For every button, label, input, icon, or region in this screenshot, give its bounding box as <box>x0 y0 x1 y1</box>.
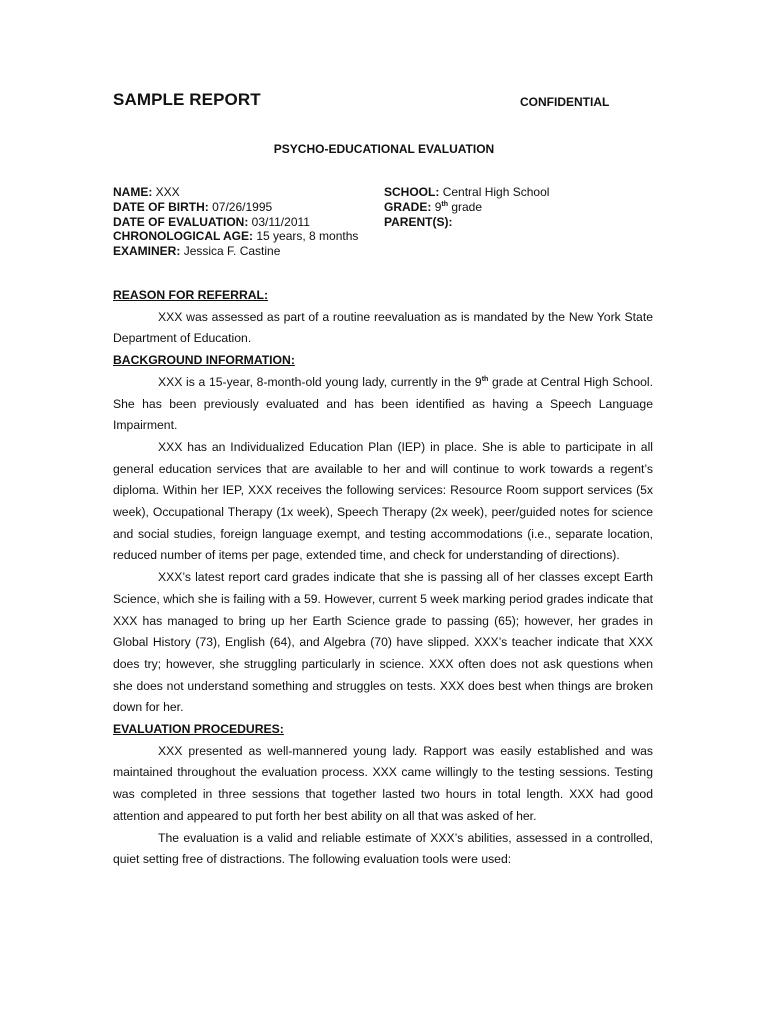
report-title: SAMPLE REPORT <box>113 90 261 109</box>
age-label: CHRONOLOGICAL AGE: <box>113 229 253 244</box>
referral-paragraph: XXX was assessed as part of a routine reevaluation as is mandated by the New York State Department of Education. <box>113 309 653 346</box>
examiner-row <box>113 244 383 259</box>
examiner-label: EXAMINER: <box>113 244 181 258</box>
school-label: SCHOOL: <box>384 185 440 199</box>
procedures-paragraph-2: The evaluation is a valid and reliable estimate of XXX’s abilities, assessed in a controlled, quiet setting free of distractions. The following evaluation tools were used: <box>113 830 653 867</box>
evaluation-date-value: 03/11/2011 <box>251 214 310 229</box>
evaluation-title: PSYCHO-EDUCATIONAL EVALUATION <box>273 142 495 156</box>
background-paragraph-2: XXX has an Individualized Education Plan (IEP) in place. She is able to participate in all general education services that are available to her and will continue to work towards a regent’s diploma. Within her IEP, XXX receives the following services: Resource Room support services (5x week), Occupational Therapy (1x week), Speech Therapy (2x week), peer/guided notes for science and social studies, foreign language exempt, and testing accommodations (i.e., separate location, reduced number of items per page, extended time, and check for understanding of directions). <box>113 439 653 563</box>
age-value: 15 years, 8 months <box>256 229 359 244</box>
name-value: XXX <box>155 185 180 199</box>
examiner-value: Jessica F. Castine <box>183 244 281 258</box>
procedures-heading: EVALUATION PROCEDURES: <box>113 722 284 737</box>
name-row <box>113 185 383 200</box>
parents-row <box>384 215 664 230</box>
student-info-left <box>113 185 383 259</box>
grade-suffix: th <box>441 200 448 208</box>
evaluation-date-label: DATE OF EVALUATION: <box>113 214 249 229</box>
dob-value: 07/26/1995 <box>212 199 273 214</box>
dob-label: DATE OF BIRTH: <box>113 199 209 214</box>
name-label: NAME: <box>113 185 153 199</box>
school-value: Central High School <box>442 185 550 199</box>
background-paragraph-1 <box>113 372 653 437</box>
background-p1-text-cont: grade at Central High School. She has been previously evaluated and has been identified as having a Speech Language Impairment. <box>113 374 653 433</box>
confidential-label: CONFIDENTIAL <box>520 95 610 109</box>
grade-label: GRADE: <box>384 199 432 214</box>
report-body <box>113 285 653 871</box>
grade-word: grade <box>451 199 483 214</box>
background-paragraph-3: XXX’s latest report card grades indicate that she is passing all of her classes except Earth Science, which she is failing with a 59. However, current 5 week marking period grades indicate that XXX has managed to bring up her Earth Science grade to passing (65); however, her grades in Global History (73), English (64), and Algebra (70) have slipped. XXX’s teacher indicate that XXX does try; however, she struggling particularly in science. XXX often does not ask questions when she does not understand something and struggles on tests. XXX does best when things are broken down for her. <box>113 570 653 715</box>
background-p1-superscript: th <box>481 375 489 383</box>
school-row <box>384 185 664 200</box>
background-heading: BACKGROUND INFORMATION: <box>113 353 295 368</box>
age-row <box>113 229 383 244</box>
procedures-paragraph-1: XXX presented as well-mannered young lady. Rapport was easily established and was maintained throughout the evaluation process. XXX came willingly to the testing sessions. Testing was completed in three sessions that together lasted two hours in total length. XXX had good attention and appeared to put forth her best ability on all that was asked of her. <box>113 743 653 823</box>
background-p1-text: XXX is a 15-year, 8-month-old young lady, currently in the 9 <box>158 374 482 389</box>
grade-row <box>384 200 664 215</box>
referral-heading: REASON FOR REFERRAL: <box>113 288 269 302</box>
grade-number: 9 <box>434 199 442 214</box>
student-info-right <box>384 185 664 229</box>
parents-label: PARENT(S): <box>384 214 453 229</box>
dob-row <box>113 200 383 215</box>
evaluation-date-row <box>113 215 383 230</box>
